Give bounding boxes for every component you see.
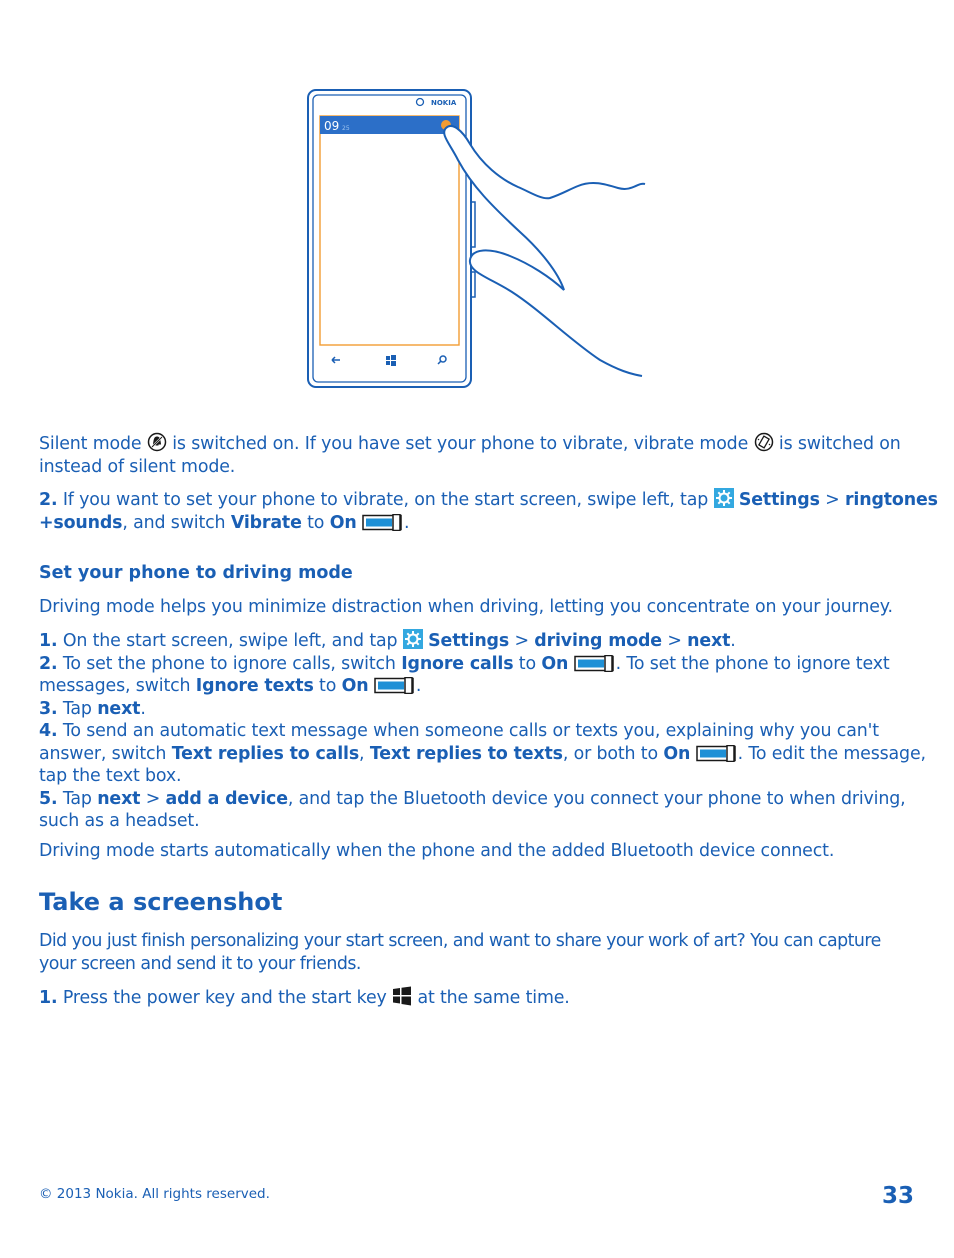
text: , and tap the Bluetooth device you connect your phone to when driving,: [287, 788, 906, 809]
settings-link: Settings: [428, 631, 510, 651]
text: .: [140, 698, 146, 719]
toggle-on-icon: [696, 745, 738, 762]
driving-end: Driving mode starts automatically when the phone and the added Bluetooth device connect.: [39, 841, 835, 861]
text: Tap: [62, 788, 92, 809]
driving-steps: [39, 629, 926, 833]
settings-icon: [403, 629, 423, 649]
start-button-icon: [386, 355, 396, 366]
vibrate-mode-icon: [754, 432, 774, 452]
text: .: [730, 631, 736, 651]
text: your screen and send it to your friends.: [39, 953, 361, 974]
settings-link: Settings: [738, 490, 820, 510]
text: To send an automatic text message when someone calls or texts you, explaining why you can't: [62, 721, 879, 741]
on-label: On: [541, 653, 569, 674]
text: . To set the phone to ignore text: [615, 653, 890, 674]
text: .: [415, 676, 422, 696]
text: Tap: [62, 698, 92, 719]
vibrate-step-paragraph: [39, 488, 938, 534]
text: Silent mode: [39, 434, 142, 454]
step-number: 5.: [39, 788, 58, 809]
step-number: 1.: [39, 988, 58, 1008]
on-label: On: [329, 512, 357, 533]
on-label: On: [663, 743, 691, 764]
lock-screen-clock: 09: [324, 119, 340, 133]
text: at the same time.: [417, 988, 570, 1008]
ignore-texts-label: Ignore texts: [195, 676, 314, 696]
driving-mode-label: driving mode: [534, 631, 662, 651]
silent-mode-paragraph: [39, 432, 919, 478]
text: .: [403, 512, 410, 533]
screenshot-step: [39, 986, 919, 1010]
section-heading-driving: Set your phone to driving mode: [39, 563, 353, 583]
text: to: [319, 676, 337, 696]
text: , or both to: [562, 743, 658, 764]
separator: >: [825, 490, 840, 510]
windows-start-icon: [392, 986, 412, 1006]
text: such as a headset.: [39, 811, 200, 831]
lock-screen-clock-minutes: 25: [342, 125, 350, 132]
step-number: 2.: [39, 653, 58, 674]
driving-intro: Driving mode helps you minimize distraction when driving, letting you concentrate on your journey.: [39, 597, 893, 617]
ignore-calls-label: Ignore calls: [401, 653, 514, 674]
text: messages, switch: [39, 676, 191, 696]
text: , and switch: [122, 512, 226, 533]
silent-mode-icon: [147, 432, 167, 452]
settings-icon: [714, 488, 734, 508]
hand-drawing: [444, 126, 645, 376]
text: To set the phone to ignore calls, switch: [62, 653, 396, 674]
toggle-on-icon: [362, 514, 404, 531]
next-label: next: [687, 631, 731, 651]
step-number: 3.: [39, 698, 58, 719]
text: If you want to set your phone to vibrate, on the start screen, swipe left, tap: [62, 490, 709, 510]
search-button-icon: [438, 356, 446, 364]
text: is switched on. If you have set your phone to vibrate, vibrate mode: [172, 434, 749, 454]
text: tap the text box.: [39, 766, 182, 786]
text: to: [307, 512, 325, 533]
next-label: next: [97, 788, 141, 809]
text: Did you just finish personalizing your start screen, and want to share your work of art? You can capture: [39, 931, 881, 951]
text-replies-calls-label: Text replies to calls: [171, 743, 360, 764]
text: to: [518, 653, 536, 674]
phone-screen: [320, 116, 459, 345]
text-replies-texts-label: Text replies to texts: [369, 743, 563, 764]
copyright-footer: © 2013 Nokia. All rights reserved.: [39, 1186, 270, 1202]
section-heading-screenshot: Take a screenshot: [39, 888, 283, 916]
lock-screen-header: [320, 116, 459, 134]
text: Press the power key and the start key: [62, 988, 387, 1008]
screenshot-intro: [39, 930, 919, 975]
separator: >: [145, 788, 161, 809]
text: is switched on: [778, 434, 901, 454]
step-number: 2.: [39, 490, 58, 510]
text: . To edit the message,: [737, 743, 926, 764]
sounds-label: +sounds: [39, 512, 123, 533]
phone-illustration: [300, 82, 660, 392]
text: ,: [359, 743, 365, 764]
step-number: 1.: [39, 631, 58, 651]
text: answer, switch: [39, 743, 167, 764]
ringtones-label: ringtones: [844, 490, 938, 510]
vibrate-label: Vibrate: [230, 512, 302, 533]
text: instead of silent mode.: [39, 456, 236, 477]
toggle-on-icon: [574, 655, 616, 672]
add-device-label: add a device: [165, 788, 288, 809]
step-number: 4.: [39, 721, 58, 741]
separator: >: [514, 631, 529, 651]
phone-brand: NOKIA: [431, 99, 457, 107]
separator: >: [667, 631, 682, 651]
next-label: next: [97, 698, 141, 719]
toggle-on-icon: [374, 677, 416, 694]
page-number: 33: [881, 1183, 914, 1209]
on-label: On: [341, 676, 369, 696]
text: On the start screen, swipe left, and tap: [62, 631, 398, 651]
camera-icon: [417, 99, 424, 106]
back-button-icon: [332, 357, 340, 363]
